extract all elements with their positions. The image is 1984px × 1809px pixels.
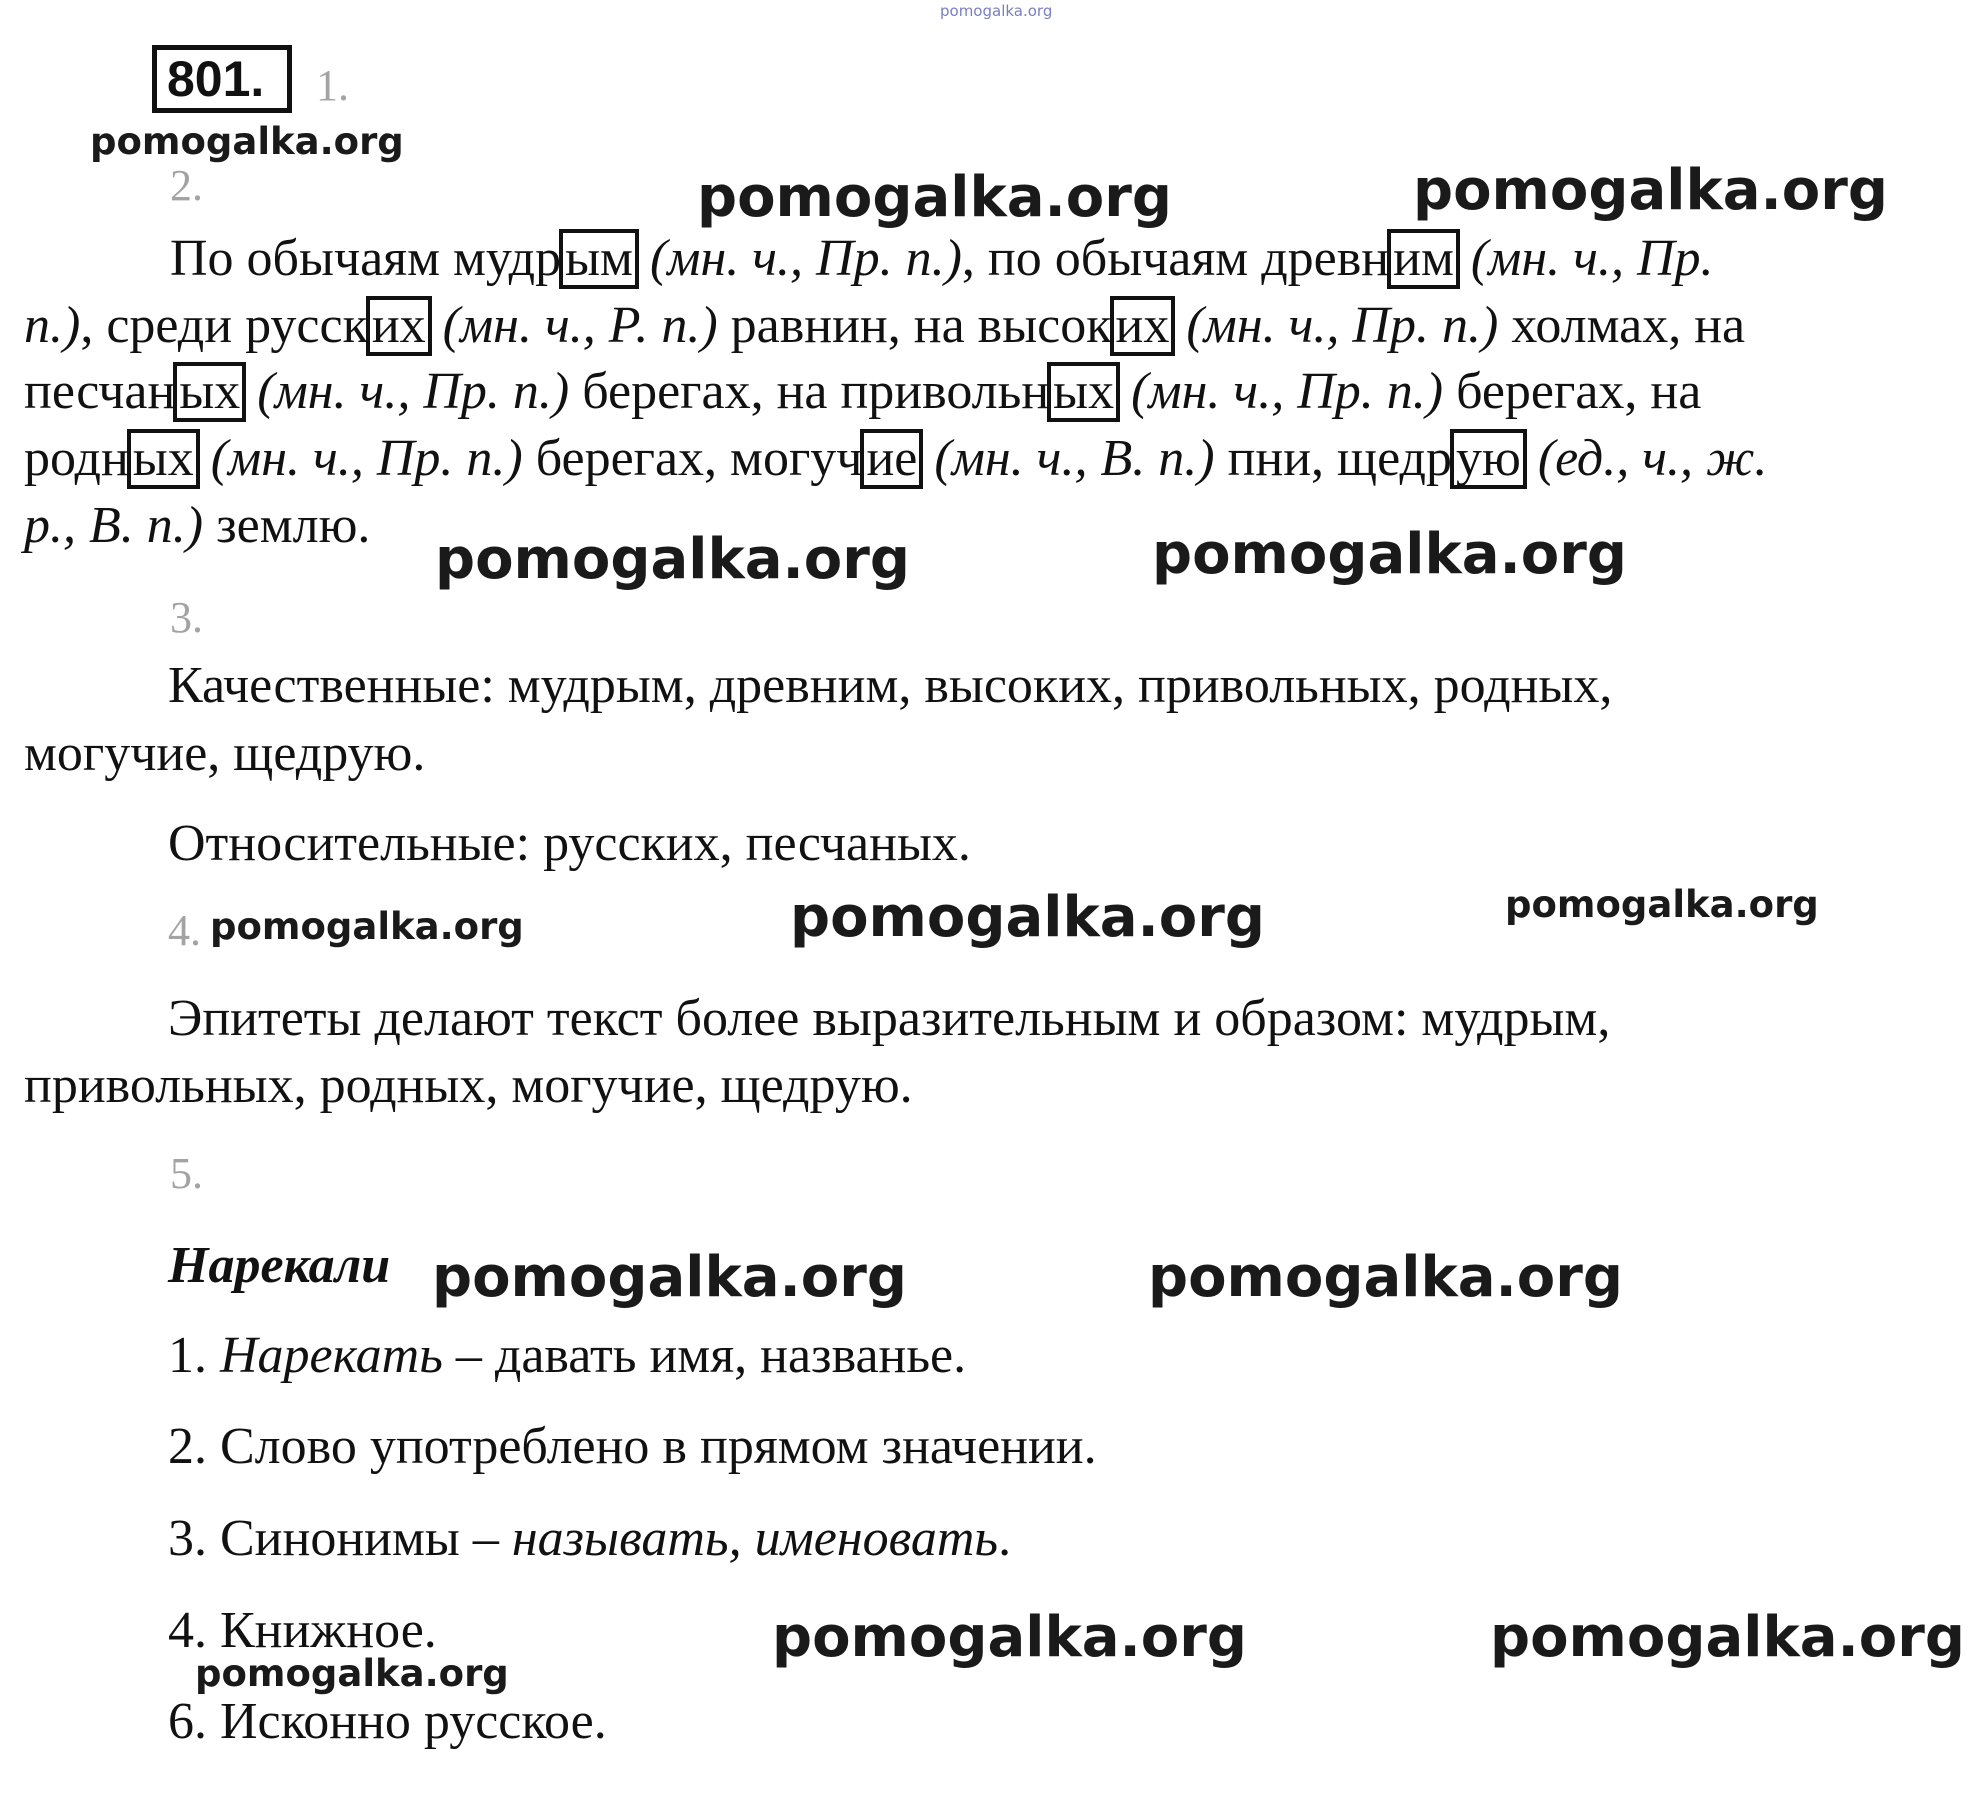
term: Нарекать xyxy=(220,1327,443,1384)
watermark: pomogalka.org xyxy=(435,527,910,592)
watermark: pomogalka.org xyxy=(90,120,404,163)
watermark: pomogalka.org xyxy=(210,905,524,948)
item-3 xyxy=(168,1505,1011,1572)
para2-line5 xyxy=(24,492,370,559)
ending-box: им xyxy=(1387,229,1460,289)
section-number-2: 2. xyxy=(170,161,203,210)
para2-line4 xyxy=(24,425,1767,492)
text: берегах, на xyxy=(1443,363,1702,420)
watermark: pomogalka.org xyxy=(1148,1245,1623,1310)
grammar-note: (мн. ч., Пр. п.) xyxy=(649,230,962,287)
item-4: 4. Книжное. xyxy=(168,1602,437,1659)
watermark: pomogalka.org xyxy=(195,1652,509,1695)
section-number-1: 1. xyxy=(316,61,349,110)
watermark: pomogalka.org xyxy=(697,165,1172,230)
item-number: 1. xyxy=(168,1327,220,1384)
grammar-note: (мн. ч., Пр. п.) xyxy=(1186,297,1499,354)
para3-line1: Качественные: мудрым, древним, высоких, привольных, родных, xyxy=(168,657,1613,714)
grammar-note: п.) xyxy=(24,297,81,354)
grammar-note: (мн. ч., Р. п.) xyxy=(442,297,718,354)
text: берегах, на привольн xyxy=(569,363,1050,420)
watermark: pomogalka.org xyxy=(1505,883,1819,926)
para4-line1: Эпитеты делают текст более выразительным и образом: мудрым, xyxy=(168,990,1611,1047)
site-watermark-top: pomogalka.org xyxy=(940,2,1053,20)
item-1 xyxy=(168,1322,966,1389)
para2-line2 xyxy=(24,292,1745,359)
ending-box: ым xyxy=(559,229,639,289)
task-number: 801. xyxy=(167,51,265,107)
watermark: pomogalka.org xyxy=(772,1605,1247,1670)
section-number-3: 3. xyxy=(170,593,203,642)
text: равнин, на высок xyxy=(717,297,1112,354)
grammar-note: (ед., ч., ж. xyxy=(1537,430,1768,487)
text: песчан xyxy=(24,363,176,420)
para2-line1 xyxy=(170,225,1714,292)
ending-box: ых xyxy=(1047,362,1120,422)
grammar-note: р., В. п.) xyxy=(24,497,204,554)
section-number-4: 4. xyxy=(168,906,201,955)
grammar-note: (мн. ч., Пр. п.) xyxy=(257,363,570,420)
item-6: 6. Исконно русское. xyxy=(168,1693,607,1750)
grammar-note: (мн. ч., Пр. xyxy=(1470,230,1714,287)
para2-line3 xyxy=(24,358,1701,425)
watermark: pomogalka.org xyxy=(1413,158,1888,223)
ending-box: ых xyxy=(127,429,200,489)
text: , по обычаям древн xyxy=(961,230,1390,287)
item-number: 3. Синонимы – xyxy=(168,1510,512,1567)
ending-box: ие xyxy=(860,429,923,489)
grammar-note: (мн. ч., Пр. п.) xyxy=(1131,363,1444,420)
section-number-5: 5. xyxy=(170,1149,203,1198)
ending-box: ых xyxy=(173,362,246,422)
text: берегах, могуч xyxy=(522,430,863,487)
text: родн xyxy=(24,430,129,487)
grammar-note: (мн. ч., В. п.) xyxy=(934,430,1215,487)
ending-box: их xyxy=(1110,296,1176,356)
synonyms: называть, именовать xyxy=(511,1510,999,1567)
text: холмах, на xyxy=(1498,297,1746,354)
text: По обычаям мудр xyxy=(170,230,562,287)
definition: – давать имя, названье. xyxy=(442,1327,967,1384)
text: . xyxy=(998,1510,1012,1567)
watermark: pomogalka.org xyxy=(432,1245,907,1310)
para4-line2: привольных, родных, могучие, щедрую. xyxy=(24,1057,913,1114)
ending-box: ую xyxy=(1450,429,1527,489)
watermark: pomogalka.org xyxy=(1490,1605,1965,1670)
text: , среди русск xyxy=(80,297,368,354)
watermark: pomogalka.org xyxy=(790,885,1265,950)
ending-box: их xyxy=(366,296,432,356)
grammar-note: (мн. ч., Пр. п.) xyxy=(210,430,523,487)
item-2: 2. Слово употреблено в прямом значении. xyxy=(168,1418,1097,1475)
para3-line2: могучие, щедрую. xyxy=(24,725,426,782)
text: землю. xyxy=(203,497,371,554)
task-number-box xyxy=(152,45,292,113)
watermark: pomogalka.org xyxy=(1152,522,1627,587)
text: пни, щедр xyxy=(1214,430,1452,487)
analyzed-word: Нарекали xyxy=(168,1237,391,1294)
para3-line3: Относительные: русских, песчаных. xyxy=(168,815,971,872)
